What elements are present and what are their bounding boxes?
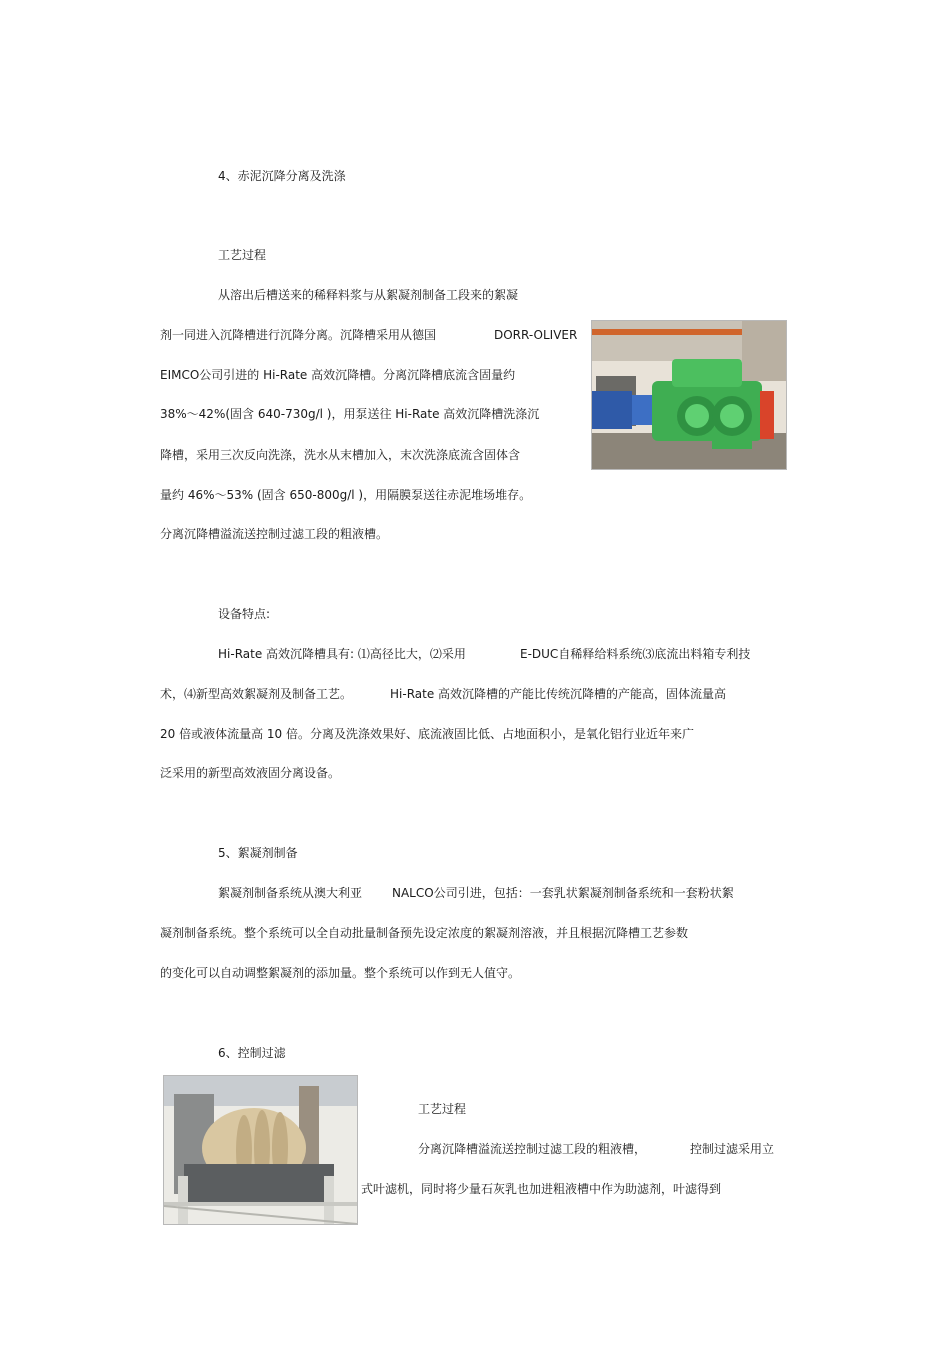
- section-6-process-title: 工艺过程: [418, 1102, 467, 1116]
- paragraph-line: NALCO公司引进，包括：一套乳状絮凝剂制备系统和一套粉状絮: [392, 886, 734, 900]
- paragraph-line: 分离沉降槽溢流送控制过滤工段的粗液槽，: [418, 1142, 647, 1156]
- paragraph-line: 絮凝剂制备系统从澳大利亚: [218, 886, 363, 900]
- paragraph-line: EIMCO公司引进的 Hi-Rate 高效沉降槽。分离沉降槽底流含固量约: [160, 368, 516, 382]
- paragraph-line: 式叶滤机，同时将少量石灰乳也加进粗液槽中作为助滤剂，叶滤得到: [361, 1182, 722, 1196]
- paragraph-line: 泛采用的新型高效液固分离设备。: [160, 766, 341, 780]
- paragraph-line: 降槽，采用三次反向洗涤，洗水从末槽加入，末次洗涤底流含固体含: [160, 448, 521, 462]
- paragraph-line: 控制过滤采用立: [690, 1142, 775, 1156]
- equipment-title: 设备特点:: [218, 607, 271, 621]
- paragraph-line: 术，⑷新型高效絮凝剂及制备工艺。: [160, 687, 353, 701]
- paragraph-line: 的变化可以自动调整絮凝剂的添加量。整个系统可以作到无人值守。: [160, 966, 521, 980]
- equipment-photo: [591, 320, 787, 470]
- section-5-heading: 5、絮凝剂制备: [218, 846, 298, 860]
- paragraph-line: E-DUC自稀释给料系统⑶底流出料箱专利技: [520, 647, 751, 661]
- paragraph-line: 剂一同进入沉降槽进行沉降分离。沉降槽采用从德国: [160, 328, 437, 342]
- leaf-filter-illustration: [164, 1076, 357, 1224]
- section-6-heading: 6、控制过滤: [218, 1046, 286, 1060]
- paragraph-line: Hi-Rate 高效沉降槽具有: ⑴高径比大，⑵采用: [218, 647, 466, 661]
- section-4-heading: 4、赤泥沉降分离及洗涤: [218, 169, 346, 183]
- paragraph-line: 分离沉降槽溢流送控制过滤工段的粗液槽。: [160, 527, 389, 541]
- leaf-filter-photo: [163, 1075, 358, 1225]
- paragraph-line: 量约 46%～53% (固含 650-800g/l )，用隔膜泵送往赤泥堆场堆存。: [160, 488, 532, 502]
- paragraph-line: Hi-Rate 高效沉降槽的产能比传统沉降槽的产能高，固体流量高: [390, 687, 727, 701]
- paragraph-line: 凝剂制备系统。整个系统可以全自动批量制备预先设定浓度的絮凝剂溶液，并且根据沉降槽工艺参数: [160, 926, 689, 940]
- paragraph-line: 38%～42%(固含 640-730g/l )，用泵送往 Hi-Rate 高效沉降槽洗涤沉: [160, 407, 540, 421]
- section-4-process-title: 工艺过程: [218, 248, 267, 262]
- paragraph-line: 从溶出后槽送来的稀释料浆与从絮凝剂制备工段来的絮凝: [218, 288, 519, 302]
- paragraph-line: DORR-OLIVER: [494, 328, 578, 342]
- pump-machinery-illustration: [592, 321, 786, 469]
- paragraph-line: 20 倍或液体流量高 10 倍。分离及洗涤效果好、底流液固比低、占地面积小，是氧化铝行业近年来广: [160, 727, 694, 741]
